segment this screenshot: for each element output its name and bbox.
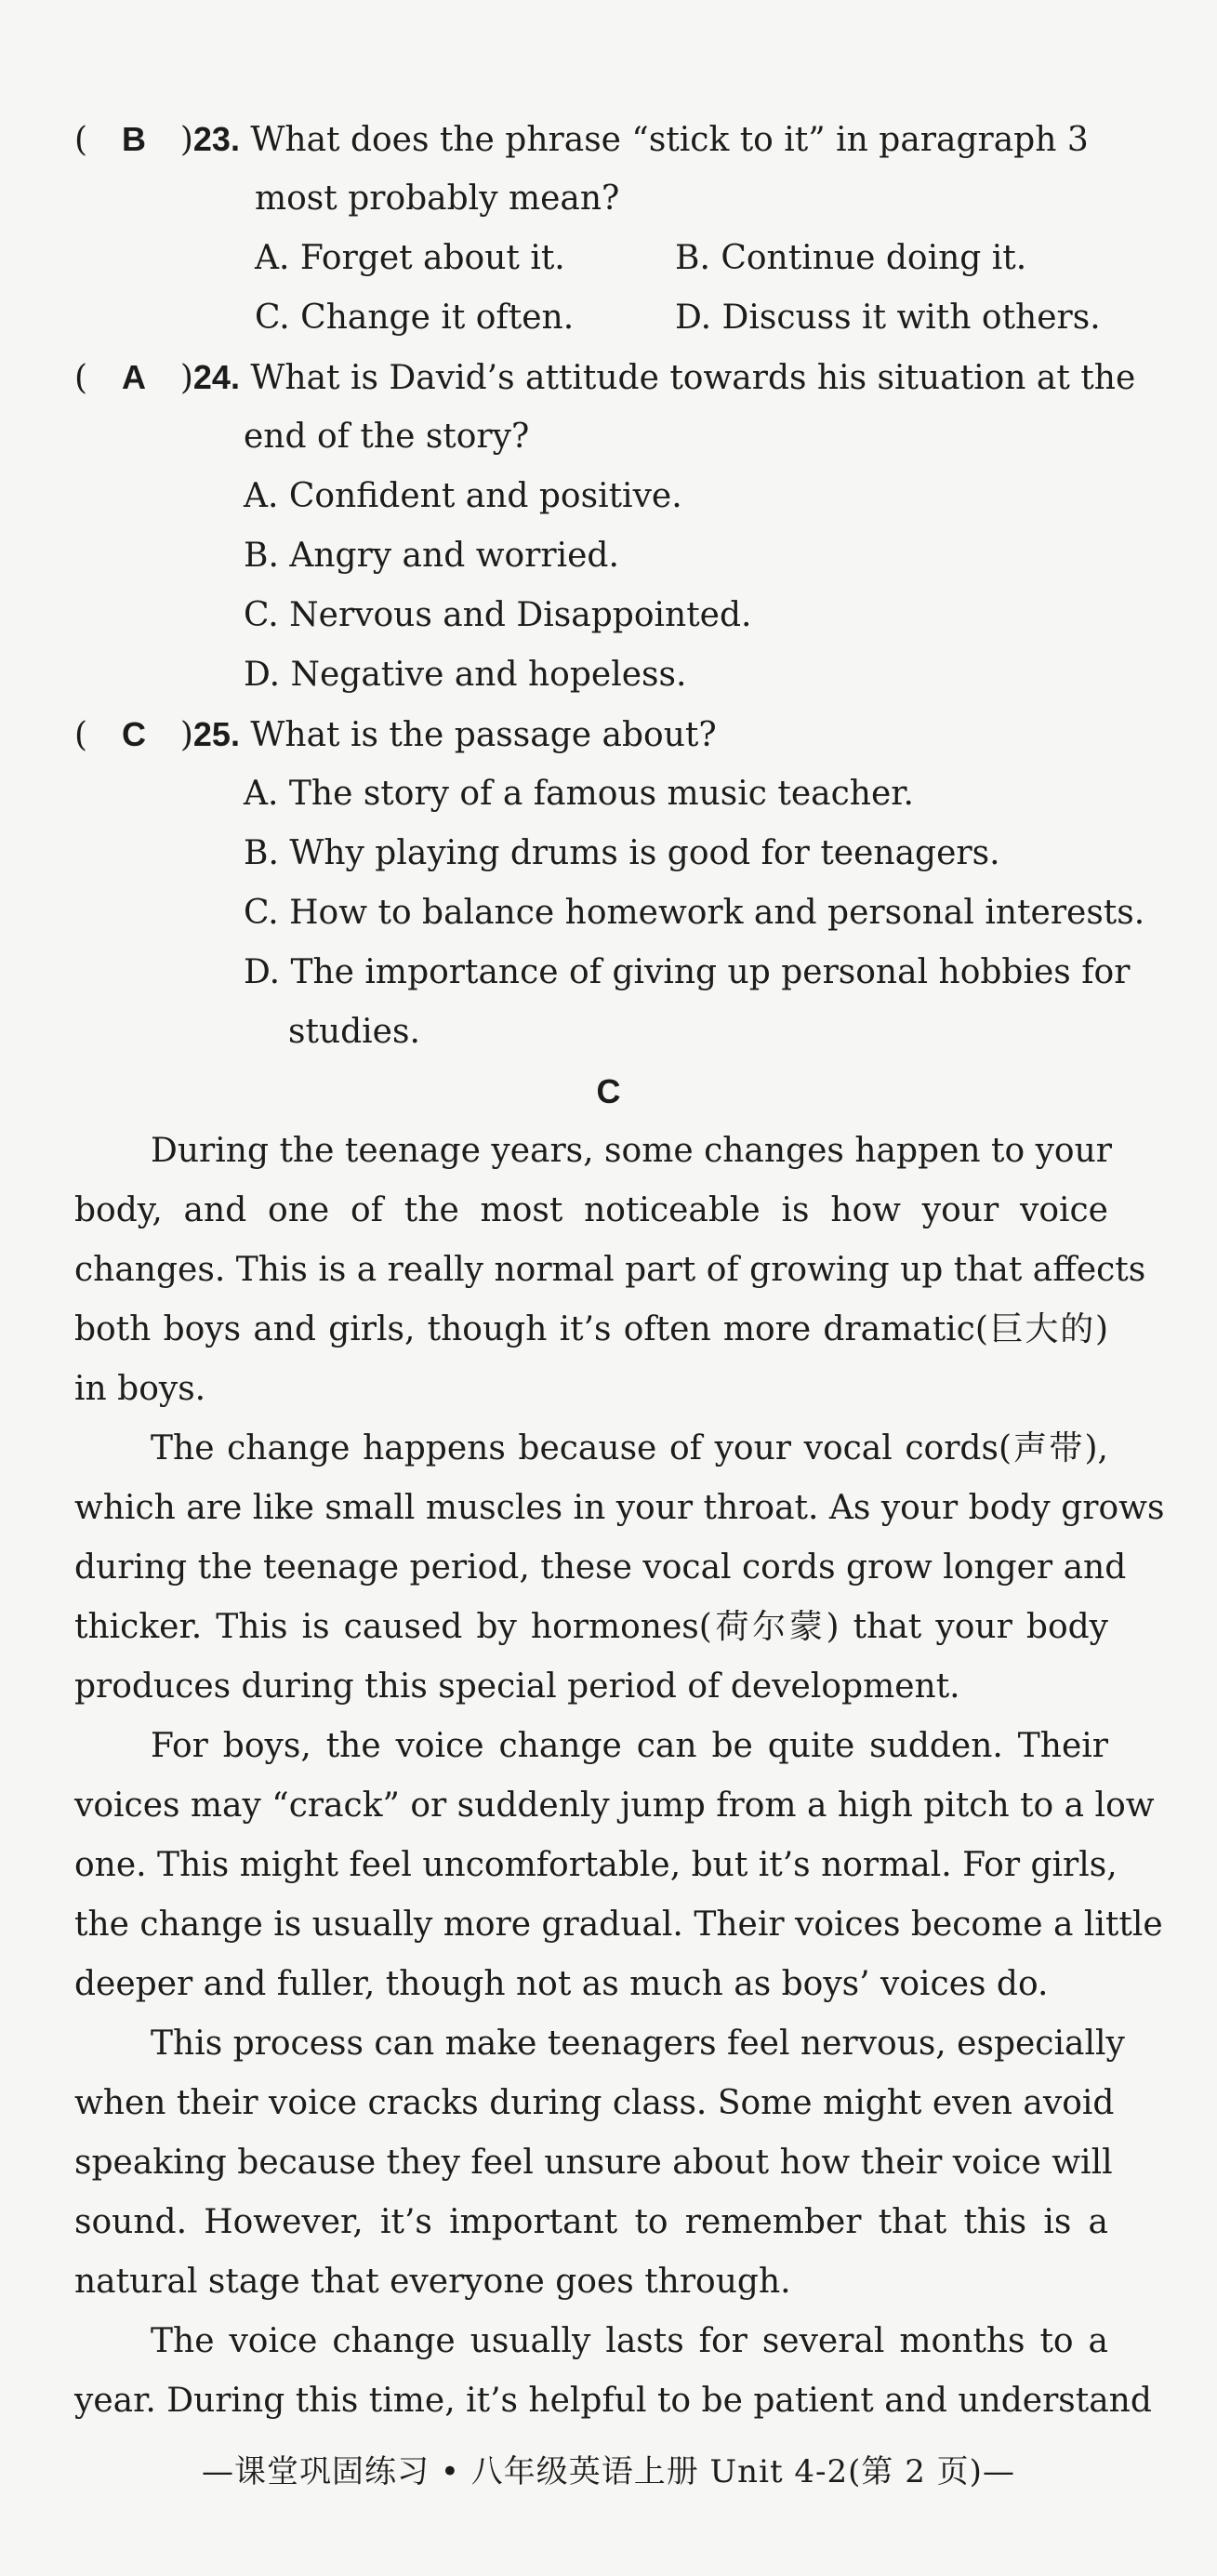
- q24-stem-line-1: What is David’s attitude towards his situation at the: [250, 359, 1136, 397]
- paragraph-3-line-5: deeper and fuller, though not as much as boys’ voices do.: [74, 1965, 1049, 2003]
- q25-stem-line-1: What is the passage about?: [250, 716, 717, 754]
- q25-option-c: C. How to balance homework and personal interests.: [244, 894, 1145, 932]
- paragraph-2-line-4: thicker. This is caused by hormones(荷尔蒙) that your body: [74, 1608, 1108, 1646]
- paragraph-5-line-2: year. During this time, it’s helpful to be patient and understand: [74, 2382, 1152, 2420]
- q23-number: 23.: [192, 120, 240, 158]
- paragraph-1-line-3: changes. This is a really normal part of growing up that affects: [74, 1251, 1146, 1289]
- paragraph-4-line-4: sound. However, it’s important to remember that this is a: [74, 2203, 1108, 2241]
- q24-option-c: C. Nervous and Disappointed.: [244, 596, 752, 634]
- paragraph-3-line-1: For boys, the voice change can be quite sudden. Their: [151, 1727, 1108, 1765]
- question-24-line-1: [74, 348, 1136, 407]
- q23-option-a: A. Forget about it.: [255, 239, 565, 277]
- q25-option-d-line-1: D. The importance of giving up personal hobbies for: [244, 953, 1131, 991]
- q24-paren-open: (: [74, 359, 88, 397]
- q24-option-d: D. Negative and hopeless.: [244, 656, 687, 694]
- q25-answer: C: [121, 715, 146, 753]
- q25-paren-close: ): [179, 716, 193, 754]
- question-25-line-1: [74, 705, 1108, 764]
- q25-number: 25.: [192, 715, 240, 753]
- paragraph-4-line-3: speaking because they feel unsure about how their voice will: [74, 2144, 1113, 2182]
- paragraph-1-line-1: During the teenage years, some changes happen to your: [151, 1132, 1112, 1170]
- paragraph-5-line-1: The voice change usually lasts for several months to a: [151, 2322, 1108, 2360]
- q23-paren-close: ): [179, 121, 193, 159]
- q25-paren-open: (: [74, 716, 88, 754]
- q25-option-b: B. Why playing drums is good for teenagers.: [244, 834, 1000, 872]
- paragraph-4-line-1: This process can make teenagers feel nervous, especially: [151, 2025, 1125, 2063]
- paragraph-2-line-2: which are like small muscles in your throat. As your body grows: [74, 1489, 1165, 1527]
- q23-option-c: C. Change it often.: [255, 299, 575, 337]
- q24-stem-line-2: end of the story?: [244, 418, 530, 456]
- q24-paren-close: ): [179, 359, 193, 397]
- q25-option-d-line-2: studies.: [288, 1013, 420, 1051]
- paragraph-4-line-2: when their voice cracks during class. Some might even avoid: [74, 2084, 1115, 2122]
- q23-option-b: B. Continue doing it.: [675, 239, 1027, 277]
- q23-answer: B: [121, 120, 146, 158]
- q24-number: 24.: [192, 358, 240, 396]
- q24-answer: A: [121, 358, 146, 396]
- page-footer: —课堂巩固练习 • 八年级英语上册 Unit 4-2(第 2 页)—: [202, 2453, 1015, 2490]
- paragraph-4-line-5: natural stage that everyone goes through.: [74, 2263, 791, 2301]
- paragraph-2-line-5: produces during this special period of development.: [74, 1667, 960, 1706]
- q24-option-a: A. Confident and positive.: [244, 477, 682, 515]
- q25-option-a: A. The story of a famous music teacher.: [244, 775, 914, 813]
- paragraph-1-line-5: in boys.: [74, 1370, 206, 1408]
- paragraph-2-line-1: The change happens because of your vocal cords(声带),: [151, 1429, 1108, 1467]
- paragraph-1-line-2: body, and one of the most noticeable is how your voice: [74, 1191, 1108, 1229]
- q23-paren-open: (: [74, 121, 88, 159]
- paragraph-3-line-4: the change is usually more gradual. Their voices become a little: [74, 1905, 1163, 1944]
- q23-stem-line-1: What does the phrase “stick to it” in paragraph 3: [250, 121, 1089, 159]
- section-title: C: [596, 1072, 621, 1110]
- paragraph-1-line-4: both boys and girls, though it’s often more dramatic(巨大的): [74, 1310, 1108, 1348]
- q24-option-b: B. Angry and worried.: [244, 537, 619, 575]
- q23-option-d: D. Discuss it with others.: [675, 299, 1101, 337]
- q23-stem-line-2: most probably mean?: [255, 179, 620, 218]
- paragraph-3-line-3: one. This might feel uncomfortable, but it’s normal. For girls,: [74, 1846, 1118, 1884]
- question-23-line-1: [74, 110, 1108, 169]
- paragraph-2-line-3: during the teenage period, these vocal cords grow longer and: [74, 1548, 1127, 1587]
- paragraph-3-line-2: voices may “crack” or suddenly jump from a high pitch to a low: [74, 1786, 1155, 1825]
